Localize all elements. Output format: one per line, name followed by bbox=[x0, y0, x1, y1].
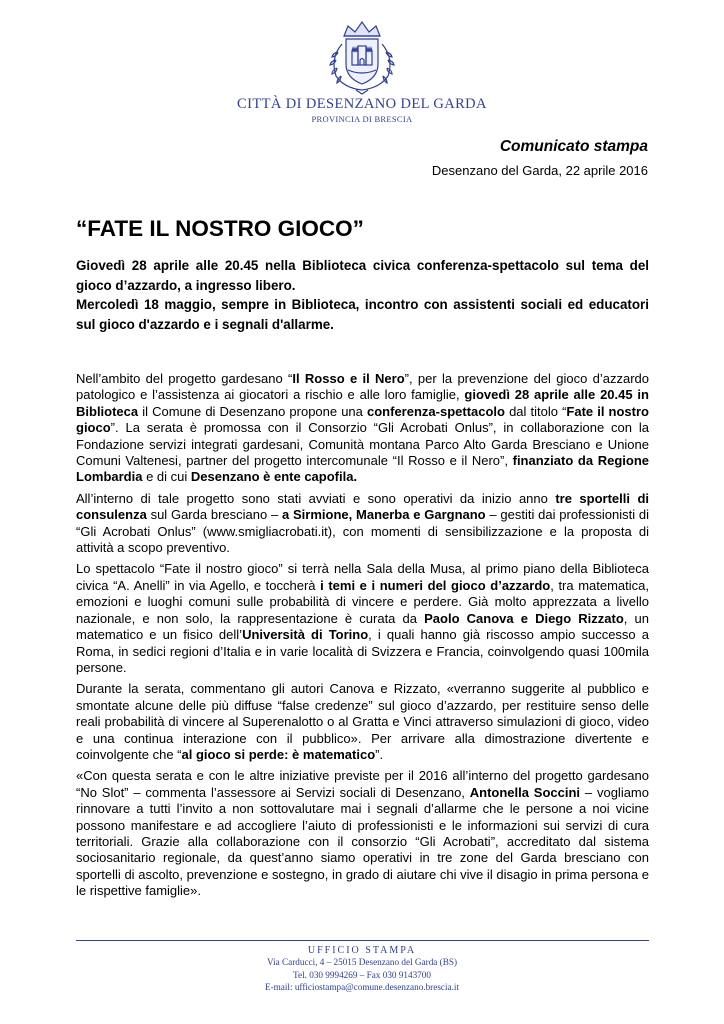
text-run: dal titolo “ bbox=[504, 403, 567, 419]
city-crest-icon bbox=[322, 18, 402, 96]
press-release-body bbox=[76, 371, 649, 905]
bold-text: Paolo Canova e Diego Rizzato bbox=[424, 610, 624, 626]
text-run: e di cui bbox=[142, 469, 191, 485]
bold-text: giovedì 28 aprile alle 20.45 in Biblioteca bbox=[76, 387, 649, 419]
text-run: , un matematico e un fisico dell’ bbox=[76, 610, 649, 643]
bold-text: Il Rosso e il Nero bbox=[292, 371, 405, 386]
text-run: – gestiti dai professionisti di “Gli Acrobati Onlus” (www.smigliacrobati.it), con momenti di sensibilizzazione e la proposta di attività a scopo preventivo. bbox=[76, 507, 650, 556]
bold-text: tre sportelli di consulenza bbox=[76, 490, 649, 523]
letterhead bbox=[0, 18, 724, 124]
document-type: Comunicato stampa bbox=[499, 138, 648, 155]
press-office-label: UFFICIO STAMPA bbox=[307, 945, 417, 956]
text-run: , tra matematica, emozioni e luoghi comuni sulle probabilità di vincere e perdere. Già molto apprezzata a livello nazionale, e non solo, la rappresentazione è curata da bbox=[76, 577, 650, 626]
body-paragraph bbox=[76, 561, 649, 676]
lead-summary bbox=[76, 256, 649, 334]
province-name: PROVINCIA DI BRESCIA bbox=[311, 114, 413, 124]
body-paragraph bbox=[76, 768, 649, 899]
press-release-title: “FATE IL NOSTRO GIOCO” bbox=[76, 216, 364, 241]
body-paragraph bbox=[76, 371, 649, 486]
bold-text: Antonella Soccini bbox=[469, 784, 581, 800]
text-run: Nell’ambito del progetto gardesano “ bbox=[76, 371, 293, 386]
lead-paragraph: Mercoledì 18 maggio, sempre in Biblioteca, incontro con assistenti sociali ed educatori sul gioco d'azzardo e i segnali d'allarme. bbox=[76, 297, 649, 332]
text-run: , i quali hanno già riscosso ampio successo a Roma, in sedici regioni d’Italia e in varie località di Svizzera e Francia, coinvolgendo quasi 100mila persone. bbox=[76, 627, 649, 675]
bold-text: conferenza-spettacolo bbox=[367, 403, 505, 419]
text-run: – vogliamo rinnovare a tutti l’invito a non sottovalutare mai i segnali d’allarme che le persone a noi vicine possono manifestare e ad accogliere l’aiuto di professionisti e le informazioni sui servizi di cura territoriali. Grazie alla collaborazione con il consorzio “Gli Acrobati”, accreditato dal sistema sociosanitario regionale, da quest’anno siamo operativi in tre zone del Garda bresciano con sportelli di ascolto, prevenzione e sostegno, in grado di aiutare chi vive il disagio in prima persona e le rispettive famiglie». bbox=[76, 784, 649, 899]
footer-email[interactable]: E-mail: ufficiostampa@comune.desenzano.brescia.it bbox=[264, 982, 459, 993]
city-name: CITTÀ DI DESENZANO DEL GARDA bbox=[237, 96, 487, 112]
footer bbox=[0, 945, 724, 994]
body-paragraph bbox=[76, 491, 649, 557]
footer-divider bbox=[76, 940, 649, 941]
footer-phone: Tel. 030 9994269 – Fax 030 9143700 bbox=[293, 969, 431, 980]
text-run: Lo spettacolo “Fate il nostro gioco” si terrà nella Sala della Musa, al primo piano della Biblioteca civica “A. Anelli” in via Agello, e toccherà bbox=[76, 561, 649, 593]
text-run: All’interno di tale progetto sono stati avviati e sono operativi da inizio anno bbox=[76, 490, 556, 506]
bold-text: a Sirmione, Manerba e Gargnano bbox=[282, 507, 486, 523]
lead-paragraph: Giovedì 28 aprile alle 20.45 nella Biblioteca civica conferenza-spettacolo sul tema del gioco d’azzardo, a ingresso libero. bbox=[76, 258, 649, 293]
bold-text: Fate il nostro gioco bbox=[76, 403, 649, 436]
body-paragraph bbox=[76, 681, 649, 763]
bold-text: Desenzano è ente capofila. bbox=[190, 469, 358, 485]
date-line: Desenzano del Garda, 22 aprile 2016 bbox=[431, 163, 648, 178]
bold-text: Università di Torino bbox=[242, 627, 369, 643]
text-run: il Comune di Desenzano propone una bbox=[138, 403, 367, 419]
footer-address: Via Carducci, 4 – 25015 Desenzano del Garda (BS) bbox=[266, 957, 458, 967]
bold-text: i temi e i numeri del gioco d’azzardo bbox=[320, 577, 551, 593]
text-run: «Con questa serata e con le altre iniziative previste per il 2016 all’interno del progetto gardesano “No Slot” – commenta l’assessore ai Servizi sociali di Desenzano, bbox=[76, 768, 649, 800]
bold-text: al gioco si perde: è matematico bbox=[181, 746, 376, 762]
text-run: ”, per la prevenzione del gioco d’azzardo patologico e l’assistenza ai giocatori a rischio e alle loro famiglie, bbox=[76, 371, 649, 403]
text-run: Durante la serata, commentano gli autori Canova e Rizzato, «verranno suggerite al pubblico e smontate alcune delle più diffuse “false credenze” sul gioco d’azzardo, per restituire senso delle reali probabilità di vincere al Superenalotto o al Gratta e Vinci attraverso simulazioni di gioco, video e una continua interazione con il pubblico». Per arrivare alla dimostrazione divertente e coinvolgente che “ bbox=[76, 681, 649, 762]
text-run: ”. bbox=[375, 746, 384, 762]
text-run: sul Garda bresciano – bbox=[146, 507, 282, 523]
text-run: ”. La serata è promossa con il Consorzio “Gli Acrobati Onlus”, in collaborazione con la Fondazione servizi integrati gardesani, Comunità montana Parco Alto Garda Bresciano e Unione Comuni Valtenesi, partner del progetto intercomunale “Il Rosso e il Nero”, bbox=[76, 420, 649, 469]
bold-text: finanziato da Regione Lombardia bbox=[76, 453, 649, 485]
